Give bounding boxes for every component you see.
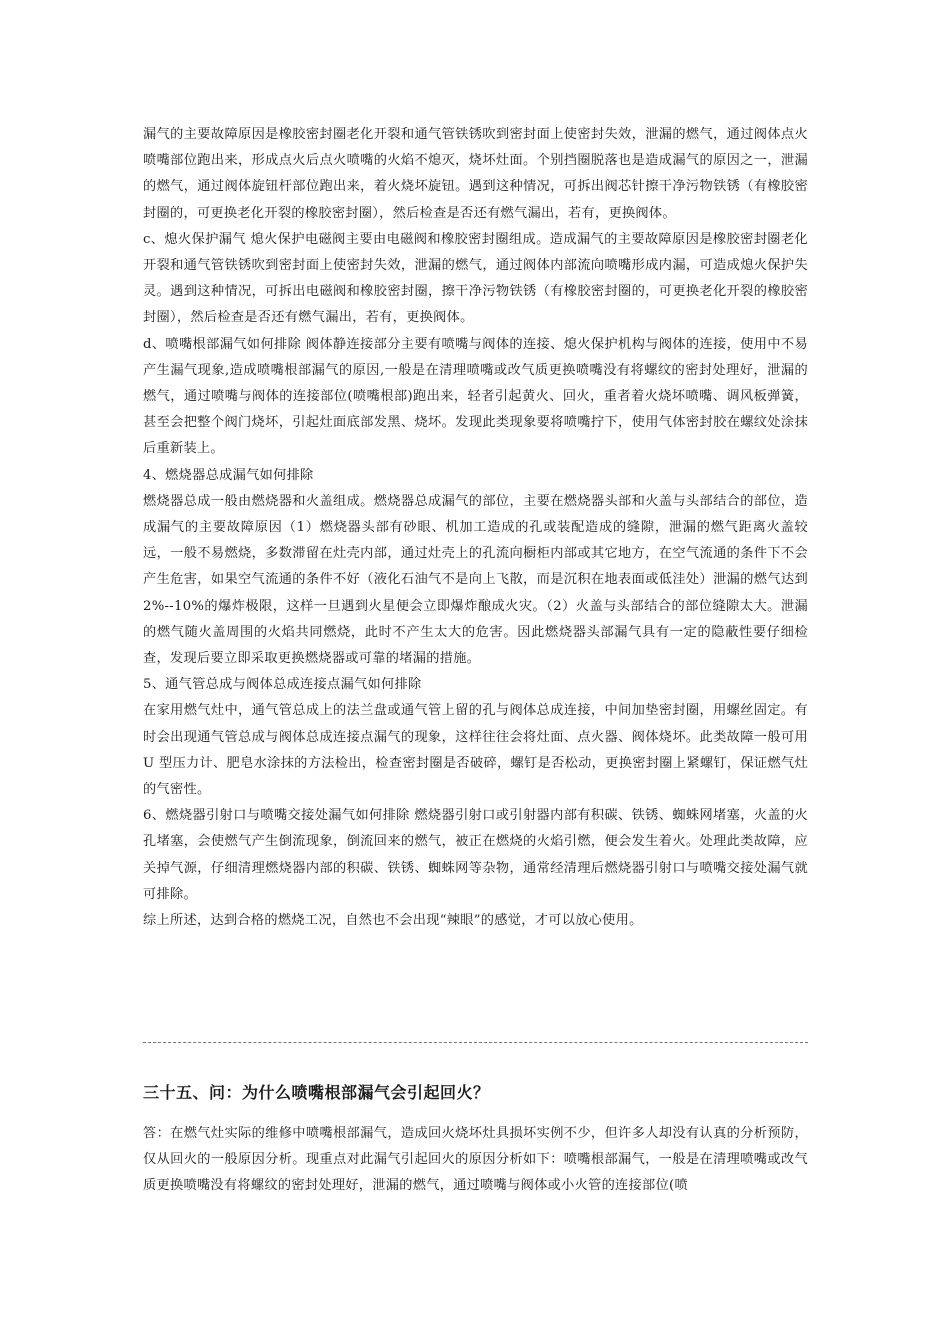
answer-paragraph: 答：在燃气灶实际的维修中喷嘴根部漏气，造成回火烧坏灶具损坏实例不少，但许多人却没有认真的分析预防，仅从回火的一般原因分析。现重点对此漏气引起回火的原因分析如下：喷嘴根部漏气，一般是在清理喷嘴或改气质更换喷嘴没有将螺纹的密封处理好，泄漏的燃气，通过喷嘴与阀体或小火管的连接部位(喷 — [143, 1126, 808, 1194]
question-title: 三十五、问：为什么喷嘴根部漏气会引起回火？ — [143, 1083, 490, 1102]
paragraph-burner-assembly-leak: 燃烧器总成一般由燃烧器和火盖组成。燃烧器总成漏气的部位，主要在燃烧器头部和火盖与头部结合的部位，造成漏气的主要故障原因（1）燃烧器头部有砂眼、机加工造成的孔或装配造成的缝隙，泄漏的燃气距离火盖较远，一般不易燃烧，多数滞留在灶壳内部，通过灶壳上的孔流向橱柜内部或其它地方，在空气流通的条件下不会产生危害，如果空气流通的条件不好（液化石油气不是向上飞散，而是沉积在地表面或低洼处）泄漏的燃气达到 2%--10%的爆炸极限，这样一旦遇到火星便会立即爆炸酿成火灾。（2）火盖与头部结合的部位缝隙太大。泄漏的燃气随火盖周围的火焰共同燃烧，此时不产生太大的危害。因此燃烧器头部漏气具有一定的隐蔽性要仔细检查，发现后要立即采取更换燃烧器或可靠的堵漏的措施。 — [143, 493, 808, 667]
paragraph-nozzle-root-leak: d、喷嘴根部漏气如何排除 阀体静连接部分主要有喷嘴与阀体的连接、熄火保护机构与阀体的连接，使用中不易产生漏气现象,造成喷嘴根部漏气的原因,一般是在清理喷嘴或改气质更换喷嘴没有将螺纹的密封处理好，泄漏的燃气，通过喷嘴与阀体的连接部位(喷嘴根部)跑出来，轻者引起黄火、回火，重者着火烧坏喷嘴、调风板弹簧，甚至会把整个阀门烧坏，引起灶面底部发黑、烧坏。发现此类现象要将喷嘴拧下，使用气体密封胶在螺纹处涂抹后重新装上。 — [143, 336, 808, 457]
section-divider — [143, 1042, 808, 1043]
paragraph-valve-leak: 漏气的主要故障原因是橡胶密封圈老化开裂和通气管铁锈吹到密封面上使密封失效，泄漏的燃气，通过阀体点火喷嘴部位跑出来，形成点火后点火喷嘴的火焰不熄灭，烧坏灶面。个别挡圈脱落也是造成漏气的原因之一，泄漏的燃气，通过阀体旋钮杆部位跑出来，着火烧坏旋钮。遇到这种情况，可拆出阀芯针擦干净污物铁锈（有橡胶密封圈的，可更换老化开裂的橡胶密封圈），然后检查是否还有燃气漏出，若有，更换阀体。 — [143, 127, 808, 221]
paragraph-injector-nozzle-joint-leak: 6、燃烧器引射口与喷嘴交接处漏气如何排除 燃烧器引射口或引射器内部有积碳、铁锈、蜘蛛网堵塞，火盖的火孔堵塞，会使燃气产生倒流现象，倒流回来的燃气，被正在燃烧的火焰引燃，便会发生着火。处理此类故障，应关掉气源，仔细清理燃烧器内部的积碳、铁锈、蜘蛛网等杂物，通常经清理后燃烧器引射口与喷嘴交接处漏气就可排除。 — [143, 808, 808, 902]
heading-gas-pipe-valve-joint-leak: 5、通气管总成与阀体总成连接点漏气如何排除 — [143, 677, 422, 693]
document-body — [143, 122, 808, 934]
question-section — [143, 1078, 808, 1200]
paragraph-gas-pipe-valve-joint-leak: 在家用燃气灶中，通气管总成上的法兰盘或通气管上留的孔与阀体总成连接，中间加垫密封圈，用螺丝固定。有时会出现通气管总成与阀体总成连接点漏气的现象，这样往往会将灶面、点火器、阀体烧坏。此类故障一般可用 U 型压力计、肥皂水涂抹的方法检出，检查密封圈是否破碎，螺钉是否松动，更换密封圈上紧螺钉，保证燃气灶的气密性。 — [143, 703, 808, 798]
paragraph-summary: 综上所述，达到合格的燃烧工况，自然也不会出现“辣眼”的感觉，才可以放心使用。 — [143, 913, 643, 929]
paragraph-flameout-protection-leak: c、熄火保护漏气 熄火保护电磁阀主要由电磁阀和橡胶密封圈组成。造成漏气的主要故障原因是橡胶密封圈老化开裂和通气管铁锈吹到密封面上使密封失效，泄漏的燃气，通过阀体内部流向喷嘴形成内漏，可造成熄火保护失灵。遇到这种情况，可拆出电磁阀和橡胶密封圈，擦干净污物铁锈（有橡胶密封圈的，可更换老化开裂的橡胶密封圈），然后检查是否还有燃气漏出，若有，更换阀体。 — [143, 231, 808, 326]
heading-burner-assembly-leak: 4、燃烧器总成漏气如何排除 — [143, 467, 314, 483]
